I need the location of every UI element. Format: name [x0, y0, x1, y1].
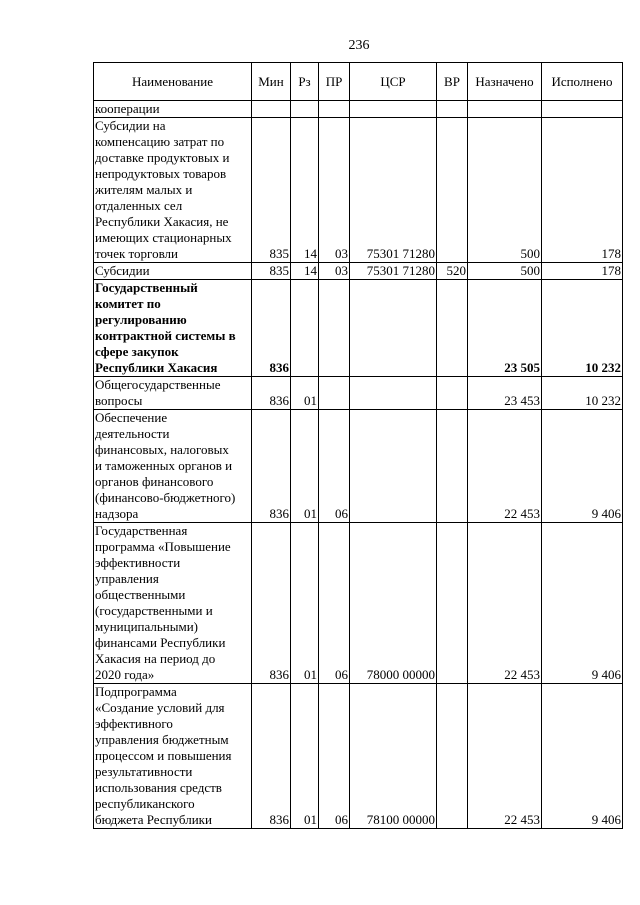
row-assigned: [468, 101, 542, 118]
col-header-min: Мин: [252, 63, 291, 101]
row-pr: 06: [319, 410, 350, 523]
row-pr: 03: [319, 263, 350, 280]
row-vr: [437, 118, 468, 263]
table-row: [94, 377, 623, 410]
row-csr: 75301 71280: [350, 118, 437, 263]
table-row: [94, 101, 623, 118]
row-vr: [437, 280, 468, 377]
table-row: [94, 410, 623, 523]
row-rz: 01: [291, 377, 319, 410]
row-executed: 10 232: [542, 377, 623, 410]
row-vr: [437, 523, 468, 684]
row-rz: [291, 101, 319, 118]
row-rz: 01: [291, 523, 319, 684]
col-header-assigned: Назначено: [468, 63, 542, 101]
row-executed: 178: [542, 118, 623, 263]
table-row: [94, 523, 623, 684]
row-assigned: 22 453: [468, 410, 542, 523]
row-executed: 178: [542, 263, 623, 280]
row-assigned: 23 453: [468, 377, 542, 410]
row-pr: 03: [319, 118, 350, 263]
col-header-csr: ЦСР: [350, 63, 437, 101]
table-row: [94, 280, 623, 377]
row-csr: [350, 377, 437, 410]
table-row: [94, 263, 623, 280]
row-csr: [350, 280, 437, 377]
col-header-executed: Исполнено: [542, 63, 623, 101]
col-header-name: Наименование: [94, 63, 252, 101]
row-pr: 06: [319, 684, 350, 829]
row-assigned: 500: [468, 263, 542, 280]
row-pr: [319, 101, 350, 118]
row-name: Подпрограмма «Создание условий для эффективного управления бюджетным процессом и повышения результативности использования средств республиканского бюджета Республики: [94, 684, 252, 829]
row-csr: [350, 410, 437, 523]
row-name: кооперации: [94, 101, 252, 118]
row-name: Субсидии на компенсацию затрат по доставке продуктовых и непродуктовых товаров жителям малых и отдаленных сел Республики Хакасия, не имеющих стационарных точек торговли: [94, 118, 252, 263]
row-name: Общегосударственные вопросы: [94, 377, 252, 410]
row-min: [252, 101, 291, 118]
row-vr: 520: [437, 263, 468, 280]
row-rz: 14: [291, 263, 319, 280]
row-pr: [319, 377, 350, 410]
row-executed: 9 406: [542, 410, 623, 523]
col-header-rz: Рз: [291, 63, 319, 101]
row-min: 835: [252, 118, 291, 263]
row-min: 835: [252, 263, 291, 280]
row-name: Государственный комитет по регулированию контрактной системы в сфере закупок Республики Хакасия: [94, 280, 252, 377]
row-min: 836: [252, 684, 291, 829]
row-vr: [437, 410, 468, 523]
row-assigned: 23 505: [468, 280, 542, 377]
row-csr: [350, 101, 437, 118]
row-csr: 75301 71280: [350, 263, 437, 280]
row-min: 836: [252, 410, 291, 523]
row-vr: [437, 684, 468, 829]
row-assigned: 22 453: [468, 684, 542, 829]
budget-table: [93, 62, 623, 829]
row-pr: 06: [319, 523, 350, 684]
row-min: 836: [252, 280, 291, 377]
row-name: Обеспечение деятельности финансовых, налоговых и таможенных органов и органов финансового (финансово-бюджетного) надзора: [94, 410, 252, 523]
row-executed: [542, 101, 623, 118]
row-assigned: 500: [468, 118, 542, 263]
page-number: 236: [348, 38, 370, 53]
row-name: Государственная программа «Повышение эффективности управления общественными (государственными и муниципальными) финансами Республики Хакасия на период до 2020 года»: [94, 523, 252, 684]
table-row: [94, 118, 623, 263]
row-vr: [437, 377, 468, 410]
row-csr: 78100 00000: [350, 684, 437, 829]
table-row: [94, 684, 623, 829]
row-rz: 01: [291, 684, 319, 829]
row-vr: [437, 101, 468, 118]
row-executed: 9 406: [542, 523, 623, 684]
row-rz: 14: [291, 118, 319, 263]
header-row: [94, 63, 623, 101]
row-executed: 9 406: [542, 684, 623, 829]
row-pr: [319, 280, 350, 377]
row-min: 836: [252, 523, 291, 684]
col-header-pr: ПР: [319, 63, 350, 101]
col-header-vr: ВР: [437, 63, 468, 101]
row-rz: 01: [291, 410, 319, 523]
row-min: 836: [252, 377, 291, 410]
row-rz: [291, 280, 319, 377]
row-executed: 10 232: [542, 280, 623, 377]
row-name: Субсидии: [94, 263, 252, 280]
row-csr: 78000 00000: [350, 523, 437, 684]
row-assigned: 22 453: [468, 523, 542, 684]
